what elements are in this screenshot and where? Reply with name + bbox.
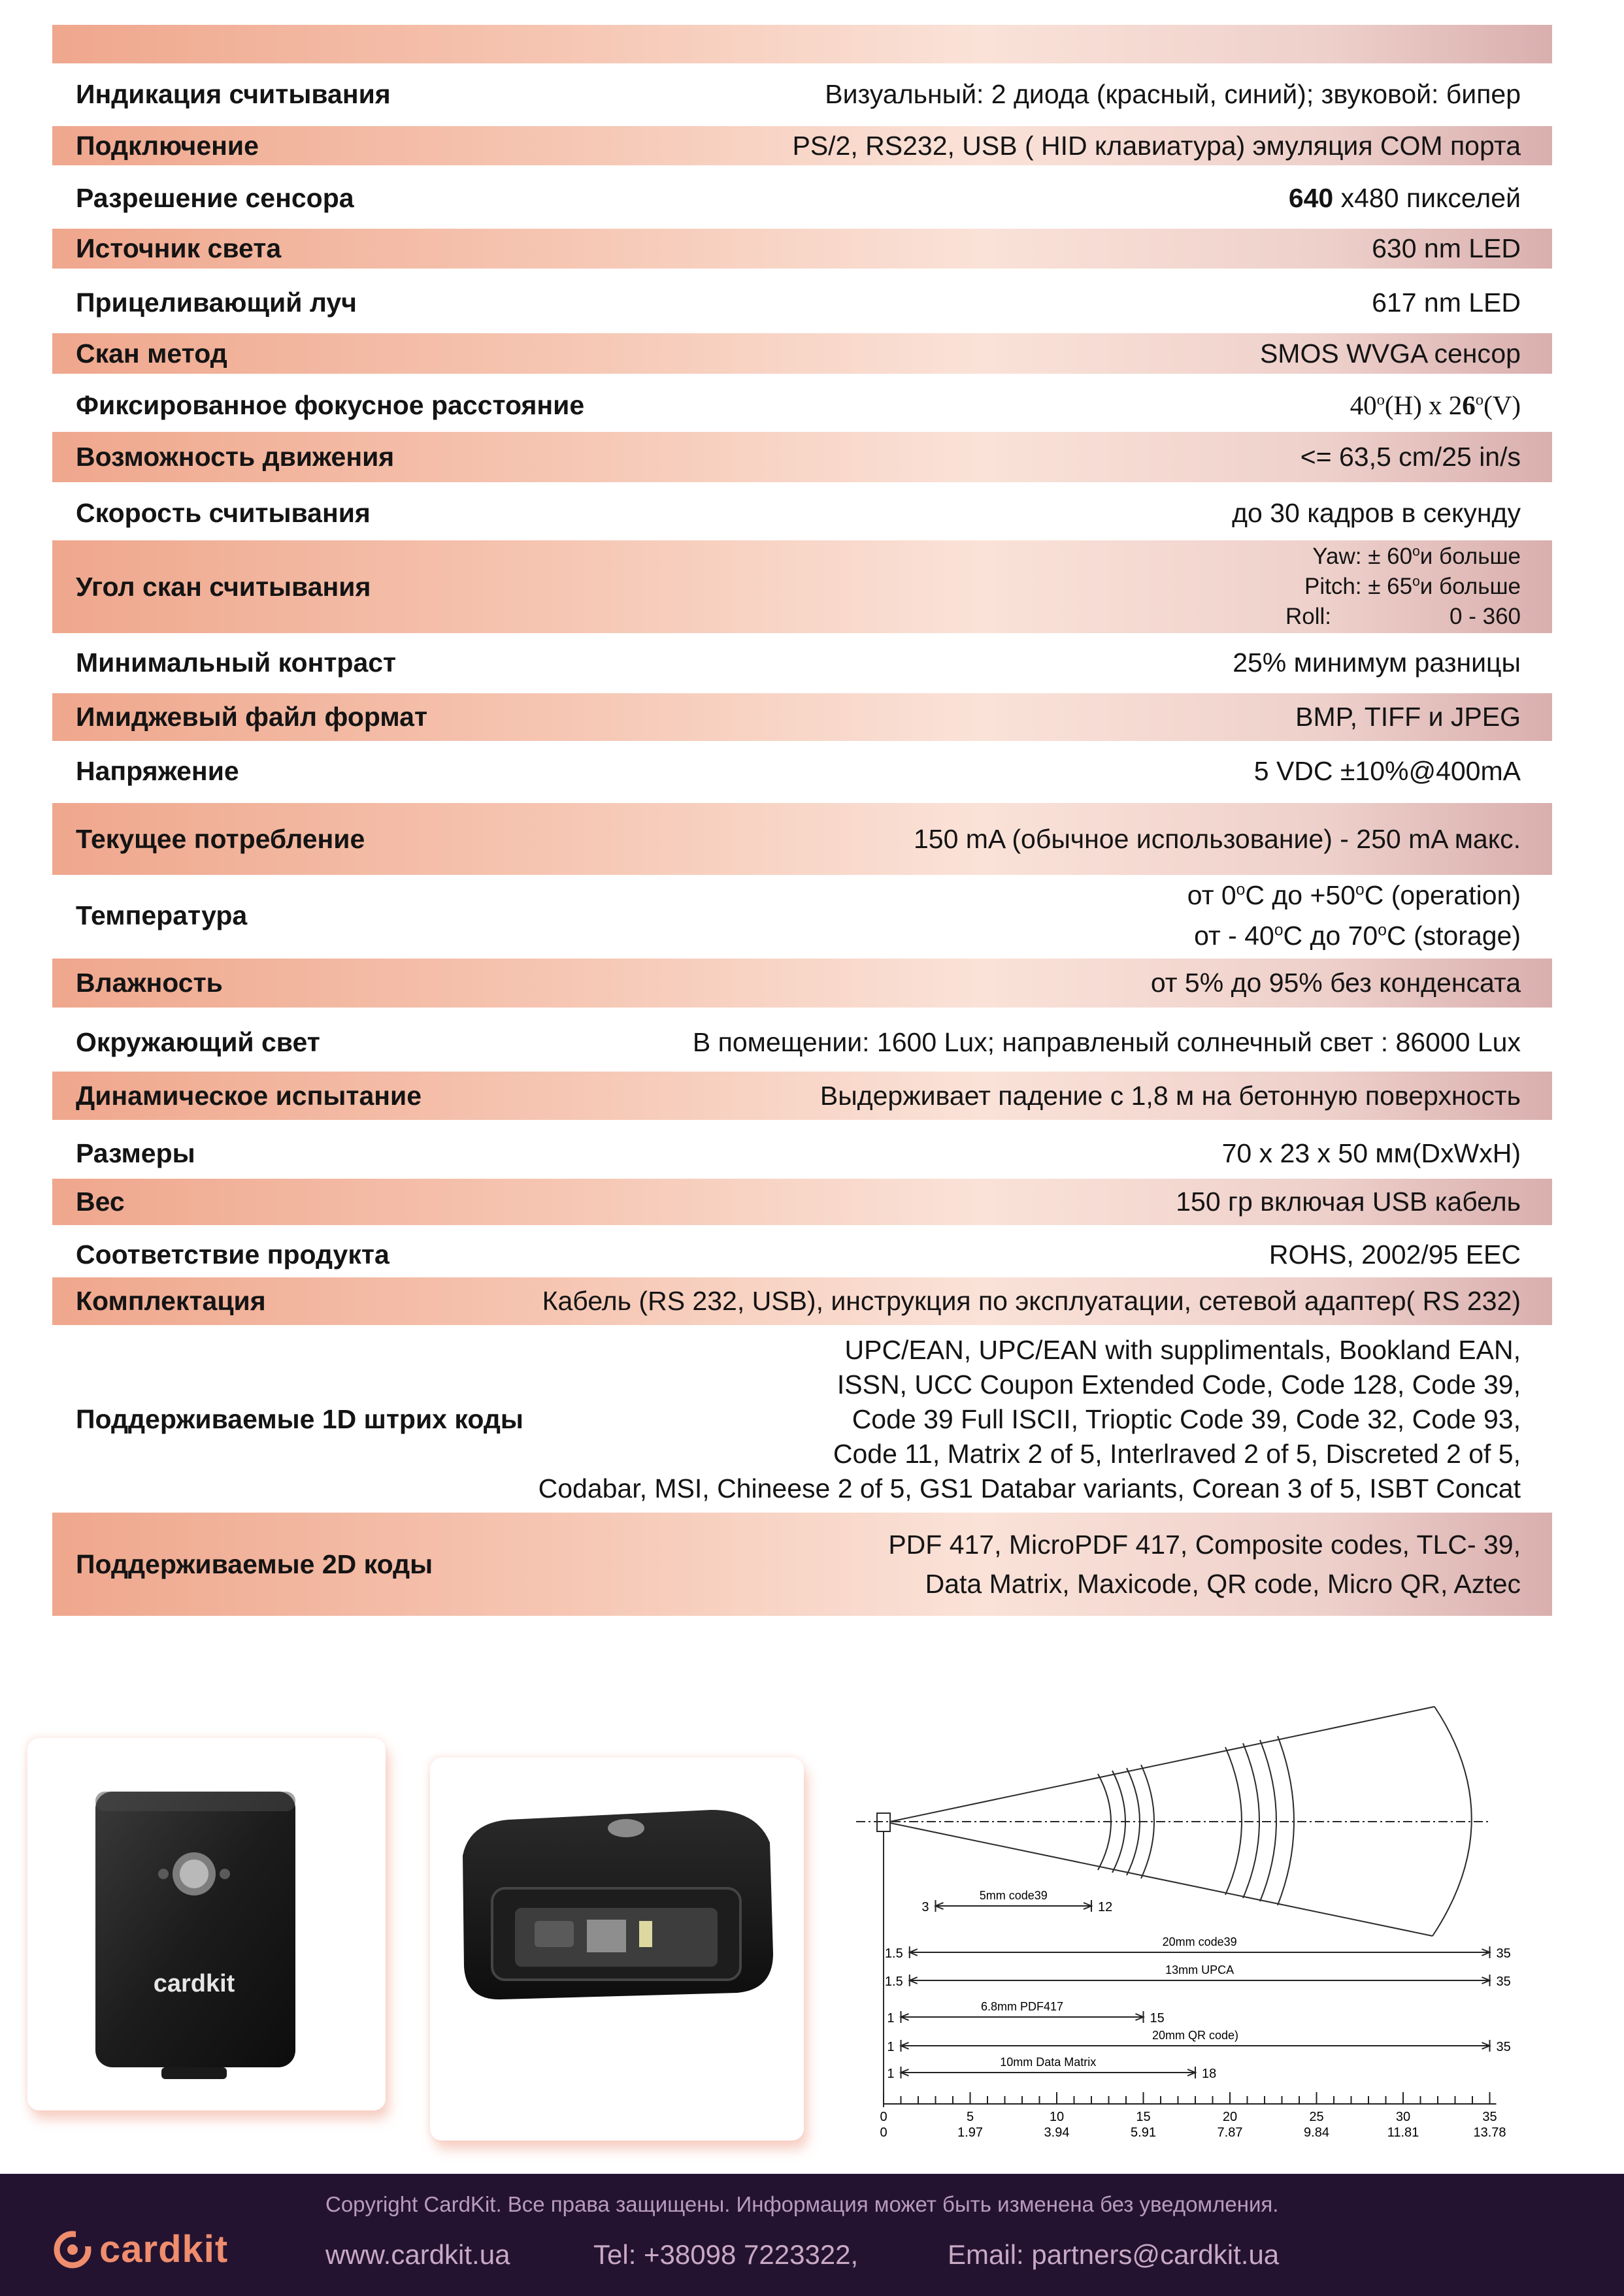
- spec-value-rest: x480 пикселей: [1333, 182, 1521, 213]
- spec-row: [52, 490, 1552, 536]
- range-start-label: 1: [887, 2040, 895, 2054]
- range-start-label: 1: [887, 2067, 895, 2081]
- spec-value: Кабель (RS 232, USB), инструкция по эксплуатации, сетевой адаптер( RS 232): [542, 1286, 1521, 1316]
- spec-label: Скан метод: [76, 338, 227, 369]
- range-name-label: 13mm UPCA: [1165, 1963, 1235, 1976]
- spec-value: 25% минимум разницы: [1233, 647, 1521, 678]
- spec-value: SMOS WVGA сенсор: [1259, 338, 1521, 369]
- spec-value: В помещении: 1600 Lux; направленый солнечный свет : 86000 Lux: [692, 1026, 1521, 1057]
- pitch-line: Pitch: ± $65^oи$ больше: [1304, 574, 1521, 599]
- spec-value-bold: 640: [1288, 182, 1334, 213]
- spec-row: [52, 1513, 1552, 1616]
- spec-label: Источник света: [76, 233, 282, 263]
- axis-cm-label: 35: [1482, 2110, 1497, 2124]
- footer: [0, 2174, 1624, 2296]
- product-photo-angle: [430, 1758, 804, 2140]
- range-name-label: 5mm code39: [979, 1889, 1048, 1902]
- spec-row: [52, 126, 1552, 165]
- spec-value: [1285, 542, 1521, 632]
- range-row: [885, 1935, 1511, 1961]
- spec-value: <= 63,5 cm/25 in/s: [1300, 442, 1521, 472]
- spec-value: 617 nm LED: [1372, 287, 1521, 318]
- spec-row: [52, 1072, 1552, 1120]
- temp-operation: от 0$^o$C до $+50^oC$ (operation): [1187, 880, 1521, 910]
- spec-label: Комплектация: [76, 1286, 266, 1316]
- spec-label: Возможность движения: [76, 442, 395, 472]
- spec-label: Размеры: [76, 1138, 195, 1168]
- spec-label: Поддерживаемые 1D штрих коды: [76, 1404, 523, 1434]
- website-link[interactable]: www.cardkit.ua: [325, 2239, 510, 2270]
- spec-row: [52, 803, 1552, 875]
- spec-value: [1187, 875, 1521, 956]
- spec-value: [539, 1333, 1521, 1506]
- spec-label: Разрешение сенсора: [76, 182, 354, 213]
- product-photo-front: [27, 1738, 386, 2110]
- range-start-label: 1.5: [884, 1946, 903, 1961]
- range-name-label: 20mm code39: [1162, 1935, 1237, 1948]
- spec-row: [52, 693, 1552, 741]
- spec-label: Влажность: [76, 968, 223, 998]
- spec-label: Подключение: [76, 130, 259, 161]
- range-start-label: 1.5: [884, 1975, 903, 1989]
- spec-label: Динамическое испытание: [76, 1080, 422, 1111]
- roll-line: Roll: 0 - 360: [1285, 604, 1521, 629]
- spec-value: 630 nm LED: [1372, 233, 1521, 263]
- axis-inch-label: 9.84: [1304, 2125, 1329, 2140]
- range-row: [887, 2029, 1510, 2054]
- distance-axis: [880, 2092, 1506, 2140]
- spec-row: [52, 959, 1552, 1008]
- axis-inch-label: 1.97: [957, 2125, 983, 2140]
- scanner-front-image: [27, 1738, 386, 2110]
- spec-value: от 5% до 95% без конденсата: [1150, 968, 1521, 998]
- spec-label: Имиджевый файл формат: [76, 702, 428, 732]
- copyright: Copyright CardKit. Все права защищены. Информация может быть изменена без уведомления.: [325, 2192, 1279, 2216]
- spec-row: [52, 1330, 1552, 1509]
- range-end-label: 12: [1098, 1900, 1113, 1914]
- focal-v: 6: [1462, 389, 1476, 420]
- spec-label: Прицеливающий луч: [76, 287, 357, 318]
- spec-value: Выдерживает падение с 1,8 м на бетонную поверхность: [820, 1080, 1521, 1111]
- barcode-1d-line: Code 11, Matrix 2 of 5, Interlraved 2 of 5, Discreted 2 of 5,: [833, 1439, 1521, 1469]
- spec-label: Поддерживаемые 2D коды: [76, 1549, 433, 1579]
- spec-value: Визуальный: 2 диода (красный, синий); звуковой: бипер: [825, 78, 1521, 109]
- spec-row: [52, 640, 1552, 685]
- degree-sign: o: [1475, 390, 1484, 408]
- spec-row: [52, 1277, 1552, 1325]
- axis-inch-label: 13.78: [1473, 2125, 1506, 2140]
- spec-value: [888, 1525, 1521, 1603]
- range-end-label: 15: [1150, 2011, 1165, 2025]
- spec-label: Фиксированное фокусное расстояние: [76, 389, 585, 420]
- spec-row: [52, 281, 1552, 324]
- axis-inch-label: 0: [880, 2125, 887, 2140]
- device-brand: cardkit: [153, 1970, 235, 1997]
- spec-label: Соответствие продукта: [76, 1239, 389, 1270]
- axis-inch-label: 3.94: [1044, 2125, 1070, 2140]
- email-link[interactable]: Email: partners@cardkit.ua: [948, 2239, 1280, 2270]
- spec-label: Скорость считывания: [76, 497, 371, 528]
- degree-sign: o: [1376, 390, 1385, 408]
- spec-label: Индикация считывания: [76, 78, 391, 109]
- spec-value: 150 гр включая USB кабель: [1176, 1187, 1521, 1217]
- scanner-angle-image: [430, 1758, 804, 2140]
- range-row: [921, 1889, 1112, 1914]
- spec-row: [52, 382, 1552, 428]
- axis-cm-label: 15: [1136, 2110, 1151, 2124]
- axis-cm-label: 20: [1222, 2110, 1238, 2124]
- spec-label: Вес: [76, 1187, 125, 1217]
- spec-row: [52, 540, 1552, 633]
- spec-row: [52, 1179, 1552, 1225]
- range-name-label: 20mm QR code): [1152, 2029, 1239, 2042]
- spec-value: PS/2, RS232, USB ( HID клавиатура) эмуляция COM порта: [792, 130, 1521, 161]
- barcode-2d-line: PDF 417, MicroPDF 417, Composite codes, TLC- 39,: [888, 1530, 1521, 1560]
- spec-label: Текущее потребление: [76, 823, 365, 854]
- barcode-2d-line: Data Matrix, Maxicode, QR code, Micro QR, Aztec: [925, 1569, 1521, 1599]
- spec-label: Минимальный контраст: [76, 647, 397, 678]
- axis-cm-label: 10: [1049, 2110, 1065, 2124]
- range-end-label: 18: [1202, 2067, 1217, 2081]
- spec-value: [1289, 181, 1521, 216]
- spec-row: [52, 1130, 1552, 1176]
- axis-cm-label: 30: [1395, 2110, 1411, 2124]
- spec-row: [52, 333, 1552, 374]
- footer-logo-text: cardkit: [99, 2228, 229, 2271]
- spec-row: [52, 1232, 1552, 1277]
- axis-cm-label: 0: [880, 2110, 887, 2124]
- range-row: [885, 1963, 1511, 1989]
- focal-h: 40: [1350, 389, 1377, 420]
- spec-label: Окружающий свет: [76, 1026, 320, 1057]
- spec-value: BMP, TIFF и JPEG: [1295, 702, 1521, 732]
- axis-cm-label: 25: [1309, 2110, 1324, 2124]
- spec-value: 150 mA (обычное использование) - 250 mA макс.: [913, 823, 1521, 854]
- temp-storage: от - 40$^o$C до 70$^o$C (storage): [1194, 921, 1521, 951]
- barcode-1d-line: Code 39 Full ISCII, Trioptic Code 39, Code 32, Code 93,: [852, 1404, 1521, 1434]
- range-name-label: 6.8mm PDF417: [980, 2000, 1064, 2013]
- spec-label: Угол скан считывания: [76, 571, 371, 602]
- spec-row: [52, 875, 1552, 956]
- axis-cm-label: 5: [966, 2110, 974, 2124]
- spec-value: ROHS, 2002/95 EEC: [1268, 1239, 1521, 1270]
- phone-number[interactable]: Tel: +38098 7223322,: [593, 2239, 859, 2270]
- range-lines: [885, 1889, 1511, 2081]
- range-end-label: 35: [1496, 1946, 1511, 1961]
- spec-value: 5 VDC ±10%@400mA: [1253, 755, 1521, 786]
- range-start-label: 3: [921, 1900, 929, 1914]
- barcode-1d-line: Codabar, MSI, Chineese 2 of 5, GS1 Databar variants, Corean 3 of 5, ISBT Concat: [538, 1473, 1521, 1503]
- spec-row: [52, 229, 1552, 269]
- spec-value: до 30 кадров в секунду: [1232, 497, 1521, 528]
- axis-inch-label: 11.81: [1387, 2125, 1419, 2140]
- range-name-label: 10mm Data Matrix: [1000, 2056, 1097, 2069]
- axis-inch-label: 5.91: [1131, 2125, 1156, 2140]
- spec-value: 70 x 23 x 50 мм(DxWxH): [1221, 1138, 1521, 1168]
- reading-range-diagram: [850, 1673, 1568, 2156]
- spec-label: Напряжение: [76, 755, 239, 786]
- range-row: [887, 2000, 1164, 2025]
- barcode-1d-line: ISSN, UCC Coupon Extended Code, Code 128, Code 39,: [837, 1369, 1521, 1400]
- cardkit-logo-icon: [52, 2229, 93, 2270]
- barcode-1d-line: UPC/EAN, UPC/EAN with supplimentals, Bookland EAN,: [844, 1335, 1521, 1365]
- spec-label: Температура: [76, 900, 248, 930]
- range-row: [887, 2056, 1216, 2081]
- axis-inch-label: 7.87: [1217, 2125, 1243, 2140]
- range-end-label: 35: [1496, 1975, 1511, 1989]
- footer-logo: [52, 2227, 228, 2271]
- spec-row: [52, 72, 1552, 116]
- focal-v-axis: (V): [1483, 389, 1521, 420]
- focal-h-axis: (H) x 2: [1384, 389, 1463, 420]
- range-start-label: 1: [887, 2011, 895, 2025]
- spec-row: [52, 1019, 1552, 1065]
- spec-row: [52, 176, 1552, 220]
- range-end-label: 35: [1496, 2040, 1511, 2054]
- spec-value: [1350, 388, 1521, 423]
- spec-row: [52, 432, 1552, 482]
- header-band: [52, 25, 1552, 63]
- spec-row: [52, 748, 1552, 794]
- yaw-line: Yaw: ± $60^oи$ больше: [1312, 544, 1521, 569]
